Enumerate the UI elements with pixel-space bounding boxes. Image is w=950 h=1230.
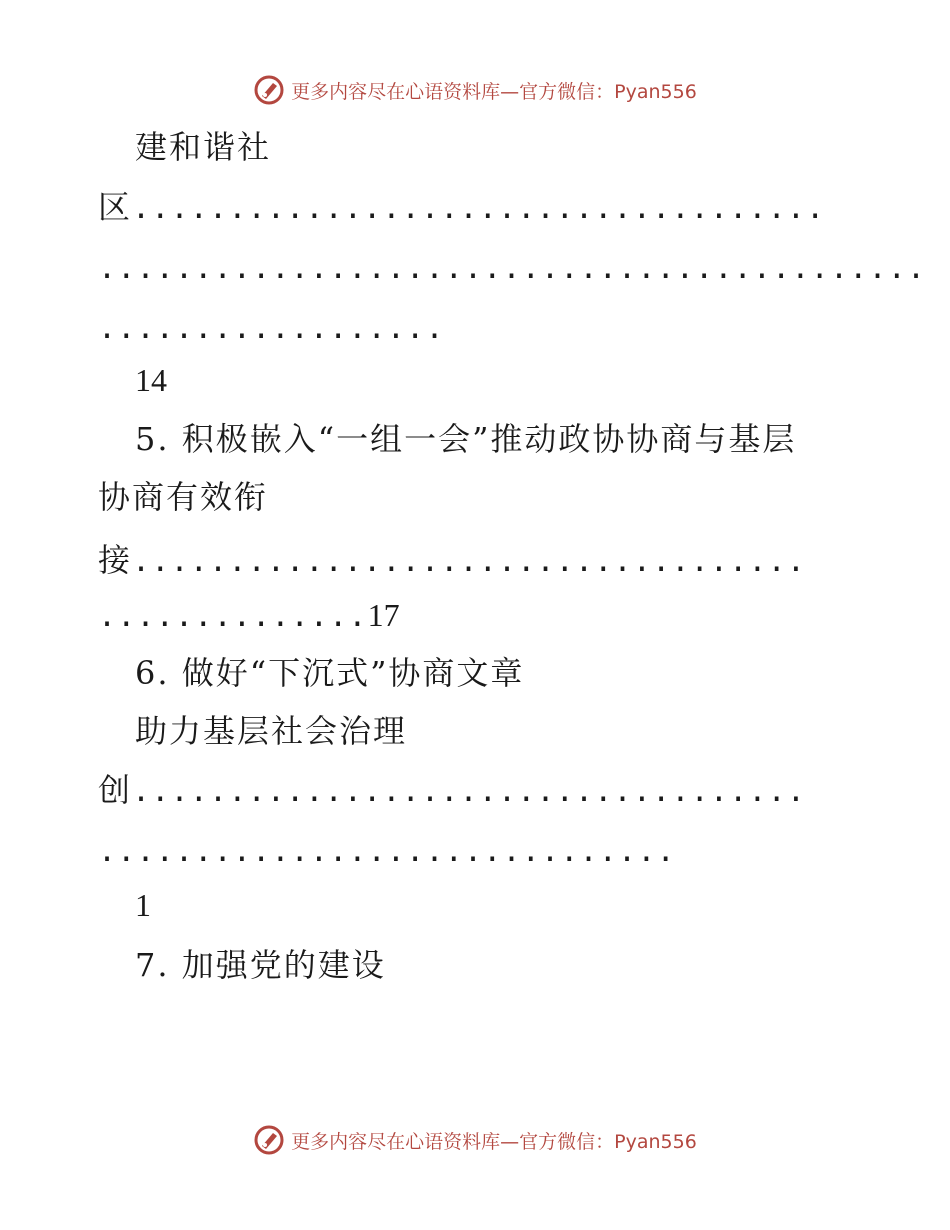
toc-item-6-title: 6. 做好“下沉式”协商文章	[135, 654, 525, 692]
toc-item-5-page: 17	[367, 597, 400, 633]
toc-item-5-continuation: 协商有效衔	[98, 478, 269, 516]
toc-line-3-dots: ...........................................	[98, 251, 927, 286]
watermark-label: 更多内容尽在心语资料库—官方微信：	[291, 80, 615, 103]
pen-logo-icon	[253, 1124, 285, 1156]
wechat-id: Pyan556	[614, 80, 697, 103]
toc-line-2-lead: 区	[98, 188, 133, 226]
toc-item-6-leader	[98, 770, 806, 810]
toc-line-1: 建和谐社	[135, 128, 272, 166]
wechat-id: Pyan556	[614, 1130, 697, 1153]
toc-line-4	[98, 307, 445, 347]
pen-logo-icon	[253, 74, 285, 106]
toc-item-5-lead-char: 接	[98, 541, 133, 579]
toc-line-2-dots: ....................................	[132, 191, 826, 226]
toc-item-5-leader-2	[98, 595, 400, 635]
toc-item-5-title: 5. 积极嵌入“一组一会”推动政协协商与基层	[135, 420, 797, 458]
toc-item-5-dots-2: ..............	[98, 599, 368, 634]
toc-line-2	[98, 187, 825, 227]
toc-item-6-dots-1: ...................................	[132, 774, 807, 809]
toc-item-5-dots-1: ...................................	[132, 544, 807, 579]
toc-item-6-continuation: 助力基层社会治理	[135, 712, 408, 750]
watermark-banner-bottom	[0, 1120, 950, 1160]
watermark-label: 更多内容尽在心语资料库—官方微信：	[291, 1130, 615, 1153]
toc-item-6-dots-2: ..............................	[98, 834, 676, 869]
toc-line-3	[98, 247, 926, 287]
watermark-text	[291, 77, 697, 104]
watermark-banner-top	[0, 70, 950, 110]
toc-item-6-leader-2	[98, 830, 676, 870]
watermark-text	[291, 1127, 697, 1154]
toc-item-5-leader	[98, 540, 806, 580]
toc-line-4-dots: ..................	[98, 311, 445, 346]
toc-item-6-lead-char: 创	[98, 771, 133, 809]
toc-item-7-title: 7. 加强党的建设	[135, 946, 386, 984]
toc-page-number-14: 14	[135, 362, 167, 398]
toc-item-6-page: 1	[135, 887, 151, 923]
